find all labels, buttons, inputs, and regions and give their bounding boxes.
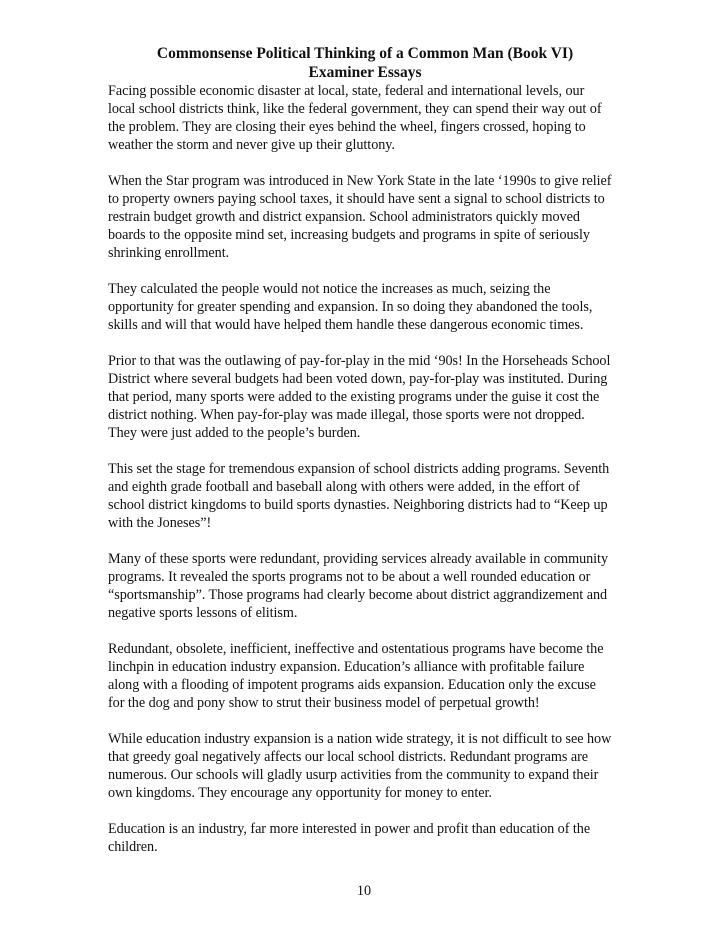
- text-line: Education is an industry, far more interested in power and profit than education of the: [108, 821, 591, 837]
- text-line: Facing possible economic disaster at local, state, federal and international levels, our: [108, 83, 585, 99]
- text-line: along with a flooding of impotent programs aids expansion. Education only the excuse: [108, 677, 596, 693]
- text-line: local school districts think, like the federal government, they can spend their way out of: [108, 101, 602, 117]
- text-line: shrinking enrollment.: [108, 245, 230, 261]
- text-line: that period, many sports were added to the existing programs under the guise it cost the: [108, 389, 600, 405]
- text-line: negative sports lessons of elitism.: [108, 605, 298, 621]
- text-line: for the dog and pony show to strut their business model of perpetual growth!: [108, 695, 540, 711]
- text-line: While education industry expansion is a nation wide strategy, it is not difficult to see how: [108, 731, 612, 747]
- text-line: Many of these sports were redundant, providing services already available in community: [108, 551, 608, 567]
- text-line: that greedy goal negatively affects our local school districts. Redundant programs are: [108, 749, 589, 765]
- text-line: When the Star program was introduced in New York State in the late ‘1990s to give relief: [108, 173, 612, 189]
- text-line: weather the storm and never give up their gluttony.: [108, 137, 395, 153]
- paragraph: [108, 82, 628, 154]
- text-line: children.: [108, 839, 158, 855]
- essay-body: [108, 82, 628, 874]
- text-line: district nothing. When pay-for-play was made illegal, those sports were not dropped.: [108, 407, 585, 423]
- paragraph: [108, 460, 628, 532]
- text-line: and eighth grade football and baseball along with others were added, in the effort of: [108, 479, 580, 495]
- text-line: linchpin in education industry expansion. Education’s alliance with profitable failure: [108, 659, 585, 675]
- text-line: Prior to that was the outlawing of pay-for-play in the mid ‘90s! In the Horseheads School: [108, 353, 611, 369]
- paragraph: [108, 640, 628, 712]
- text-line: school district kingdoms to build sports dynasties. Neighboring districts had to “Keep up: [108, 497, 608, 513]
- paragraph: [108, 172, 628, 262]
- text-line: This set the stage for tremendous expansion of school districts adding programs. Seventh: [108, 461, 610, 477]
- paragraph: [108, 550, 628, 622]
- text-line: to property owners paying school taxes, it should have sent a signal to school districts to: [108, 191, 605, 207]
- text-line: the problem. They are closing their eyes behind the wheel, fingers crossed, hoping to: [108, 119, 586, 135]
- page-number: 10: [356, 883, 372, 899]
- text-line: numerous. Our schools will gladly usurp activities from the community to expand their: [108, 767, 599, 783]
- section-title: Examiner Essays: [308, 64, 422, 81]
- paragraph: [108, 730, 628, 802]
- page-header: [100, 44, 630, 82]
- text-line: District where several budgets had been voted down, pay-for-play was instituted. During: [108, 371, 608, 387]
- text-line: They calculated the people would not notice the increases as much, seizing the: [108, 281, 551, 297]
- text-line: own kingdoms. They encourage any opportunity for money to enter.: [108, 785, 492, 801]
- text-line: They were just added to the people’s burden.: [108, 425, 361, 441]
- paragraph: [108, 280, 628, 334]
- text-line: Redundant, obsolete, inefficient, ineffective and ostentatious programs have become the: [108, 641, 604, 657]
- text-line: restrain budget growth and district expansion. School administrators quickly moved: [108, 209, 580, 225]
- paragraph: [108, 820, 628, 856]
- text-line: with the Joneses”!: [108, 515, 212, 531]
- text-line: boards to the opposite mind set, increasing budgets and programs in spite of seriously: [108, 227, 590, 243]
- text-line: “sportsmanship”. Those programs had clearly become about district aggrandizement and: [108, 587, 608, 603]
- book-title: Commonsense Political Thinking of a Common Man (Book VI): [156, 45, 574, 62]
- text-line: programs. It revealed the sports programs not to be about a well rounded education or: [108, 569, 591, 585]
- paragraph: [108, 352, 628, 442]
- text-line: opportunity for greater spending and expansion. In so doing they abandoned the tools,: [108, 299, 593, 315]
- text-line: skills and will that would have helped them handle these dangerous economic times.: [108, 317, 584, 333]
